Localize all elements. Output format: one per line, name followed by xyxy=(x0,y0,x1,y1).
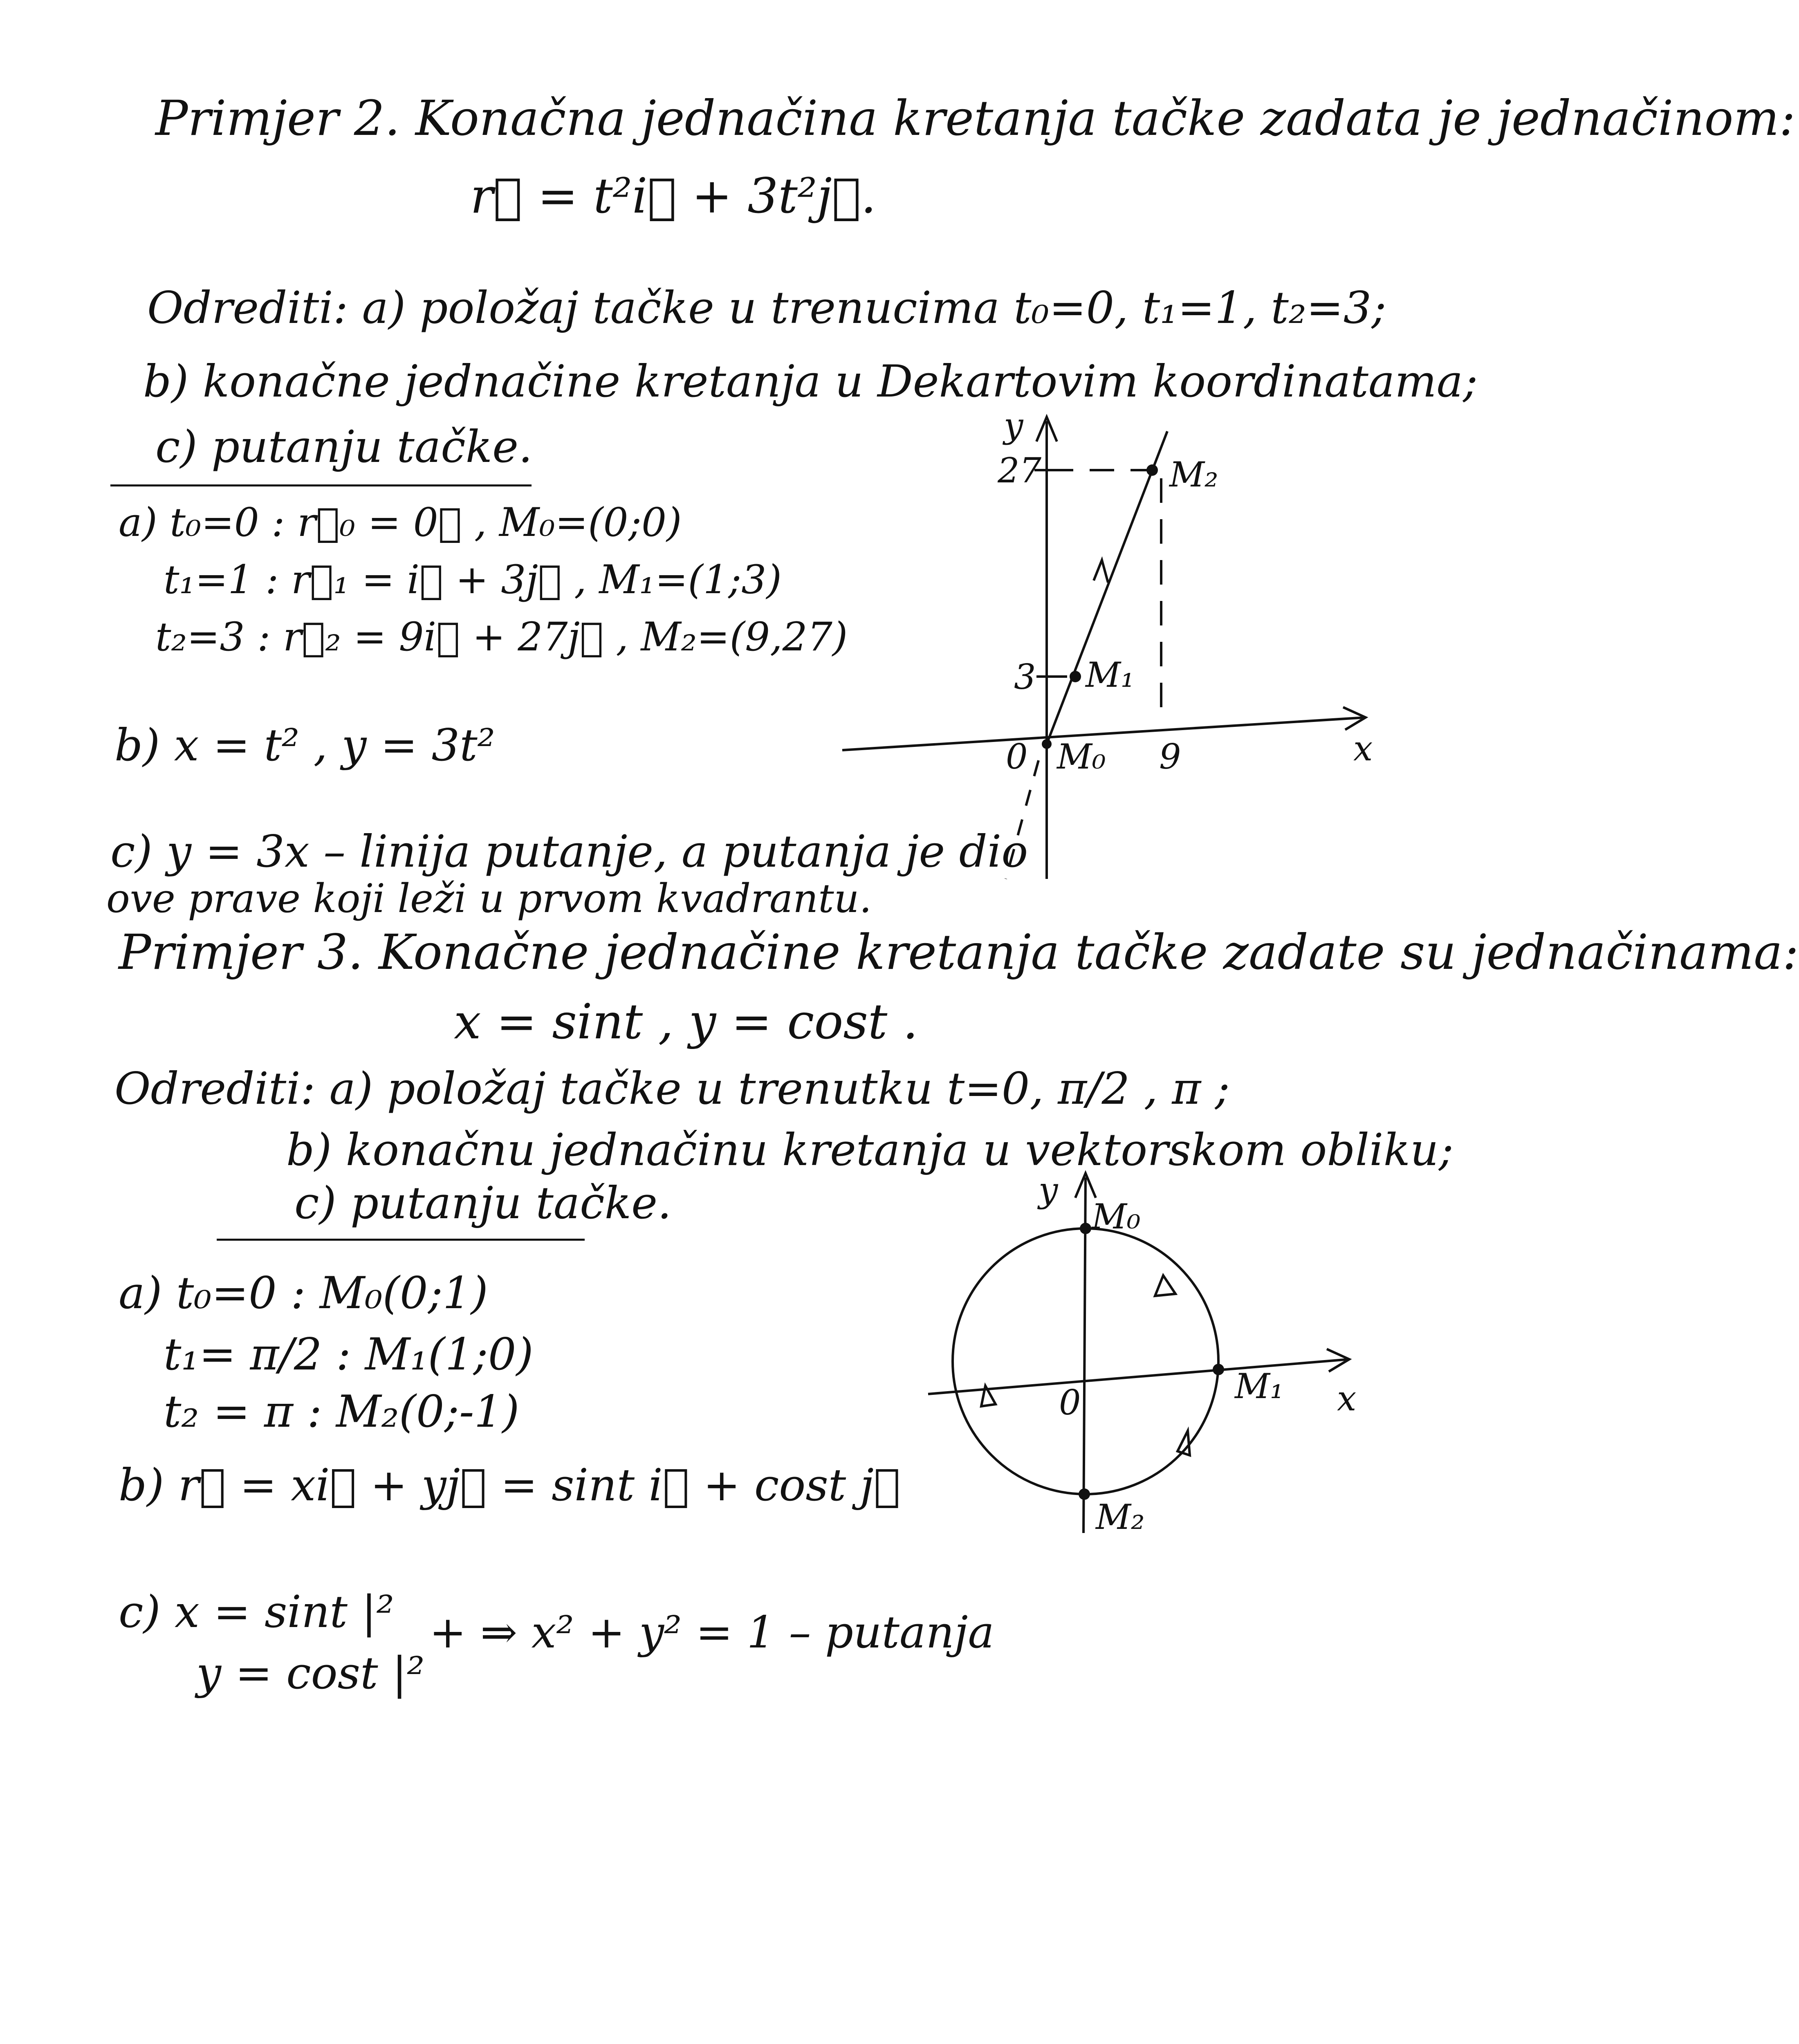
example3-x-label: x xyxy=(1337,1378,1357,1419)
example2-x-label: x xyxy=(1353,728,1373,769)
example3-point-m2 xyxy=(1079,1488,1090,1500)
example3-solution-c-x: c) x = sint |² xyxy=(119,1587,394,1638)
example3-x-axis-line xyxy=(928,1359,1349,1394)
example2-point-m2 xyxy=(1146,464,1158,476)
example3-direction-arrow-1-icon xyxy=(1155,1275,1175,1296)
example3-solution-a-t2: t₂ = π : M₂(0;-1) xyxy=(164,1386,520,1437)
example3-task-a: Odrediti: a) položaj tačke u trenutku t=0, π/2 , π ; xyxy=(114,1063,1230,1114)
example2-task-b: b) konačne jednačine kretanja u Dekartovim koordinatama; xyxy=(143,356,1478,407)
example2-point-m0 xyxy=(1042,739,1052,749)
example3-task-c: c) putanju tačke. xyxy=(294,1178,672,1229)
example3-label-m2: M₂ xyxy=(1096,1497,1145,1537)
example3-solution-c-result: + ⇒ x² + y² = 1 – putanja xyxy=(429,1607,994,1658)
example2-solution-c-line1: c) y = 3x – linija putanje, a putanja je dio xyxy=(110,826,1028,877)
example2-task-c: c) putanju tačke. xyxy=(155,421,533,473)
example2-task-a: Odrediti: a) položaj tačke u trenucima t₀=0, t₁=1, t₂=3; xyxy=(147,282,1386,334)
example2-y-label: y xyxy=(1004,406,1023,446)
example2-equation: r⃗ = t²i⃗ + 3t²j⃗. xyxy=(470,168,876,224)
example3-equation: x = sint , y = cost . xyxy=(454,993,918,1050)
example3-solution-c-y: y = cost |² xyxy=(196,1648,425,1699)
example3-solution-a-t0: a) t₀=0 : M₀(0;1) xyxy=(119,1268,488,1319)
example3-solution-b: b) r⃗ = xi⃗ + yj⃗ = sint i⃗ + cost j⃗ xyxy=(119,1460,900,1511)
example3-origin: 0 xyxy=(1059,1383,1081,1423)
example3-graph xyxy=(920,1157,1431,1545)
example3-point-m1 xyxy=(1213,1364,1224,1375)
separator-rule xyxy=(110,484,532,486)
example2-label-m0: M₀ xyxy=(1057,737,1106,777)
example3-point-m0 xyxy=(1080,1223,1091,1234)
example2-solution-b: b) x = t² , y = 3t² xyxy=(114,720,495,771)
example3-label-m0: M₀ xyxy=(1092,1197,1141,1237)
example2-label-m1: M₁ xyxy=(1086,655,1135,695)
example3-heading: Primjer 3. Konačne jednačine kretanja tačke zadate su jednačinama: xyxy=(119,924,1799,980)
example3-task-b: b) konačnu jednačinu kretanja u vektorskom obliku; xyxy=(286,1125,1454,1176)
example2-heading: Primjer 2. Konačna jednačina kretanja tačke zadata je jednačinom: xyxy=(155,90,1796,146)
example2-trajectory-line xyxy=(1047,431,1167,744)
example2-label-m2: M₂ xyxy=(1169,455,1218,495)
example2-solution-a-t1: t₁=1 : r⃗₁ = i⃗ + 3j⃗ , M₁=(1;3) xyxy=(164,557,782,603)
example2-point-m1 xyxy=(1070,671,1081,682)
example2-solution-a-t2: t₂=3 : r⃗₂ = 9i⃗ + 27j⃗ , M₂=(9,27) xyxy=(155,614,848,660)
example2-origin: 0 xyxy=(1006,737,1028,777)
example2-graph xyxy=(818,401,1411,899)
example2-tick-27: 27 xyxy=(998,450,1041,491)
example2-tick-9: 9 xyxy=(1159,737,1181,777)
example2-solution-c-line2: ove prave koji leži u prvom kvadrantu. xyxy=(106,876,872,921)
example2-direction-arrow-icon xyxy=(1094,560,1108,583)
separator-rule-2 xyxy=(217,1239,585,1241)
example3-y-label: y xyxy=(1039,1170,1058,1210)
example3-solution-a-t1: t₁= π/2 : M₁(1;0) xyxy=(164,1329,534,1380)
example2-trajectory-dashed xyxy=(1006,760,1039,879)
example2-solution-a-t0: a) t₀=0 : r⃗₀ = 0⃗ , M₀=(0;0) xyxy=(119,500,682,545)
example2-tick-3: 3 xyxy=(1014,657,1036,697)
example3-label-m1: M₁ xyxy=(1235,1366,1284,1406)
